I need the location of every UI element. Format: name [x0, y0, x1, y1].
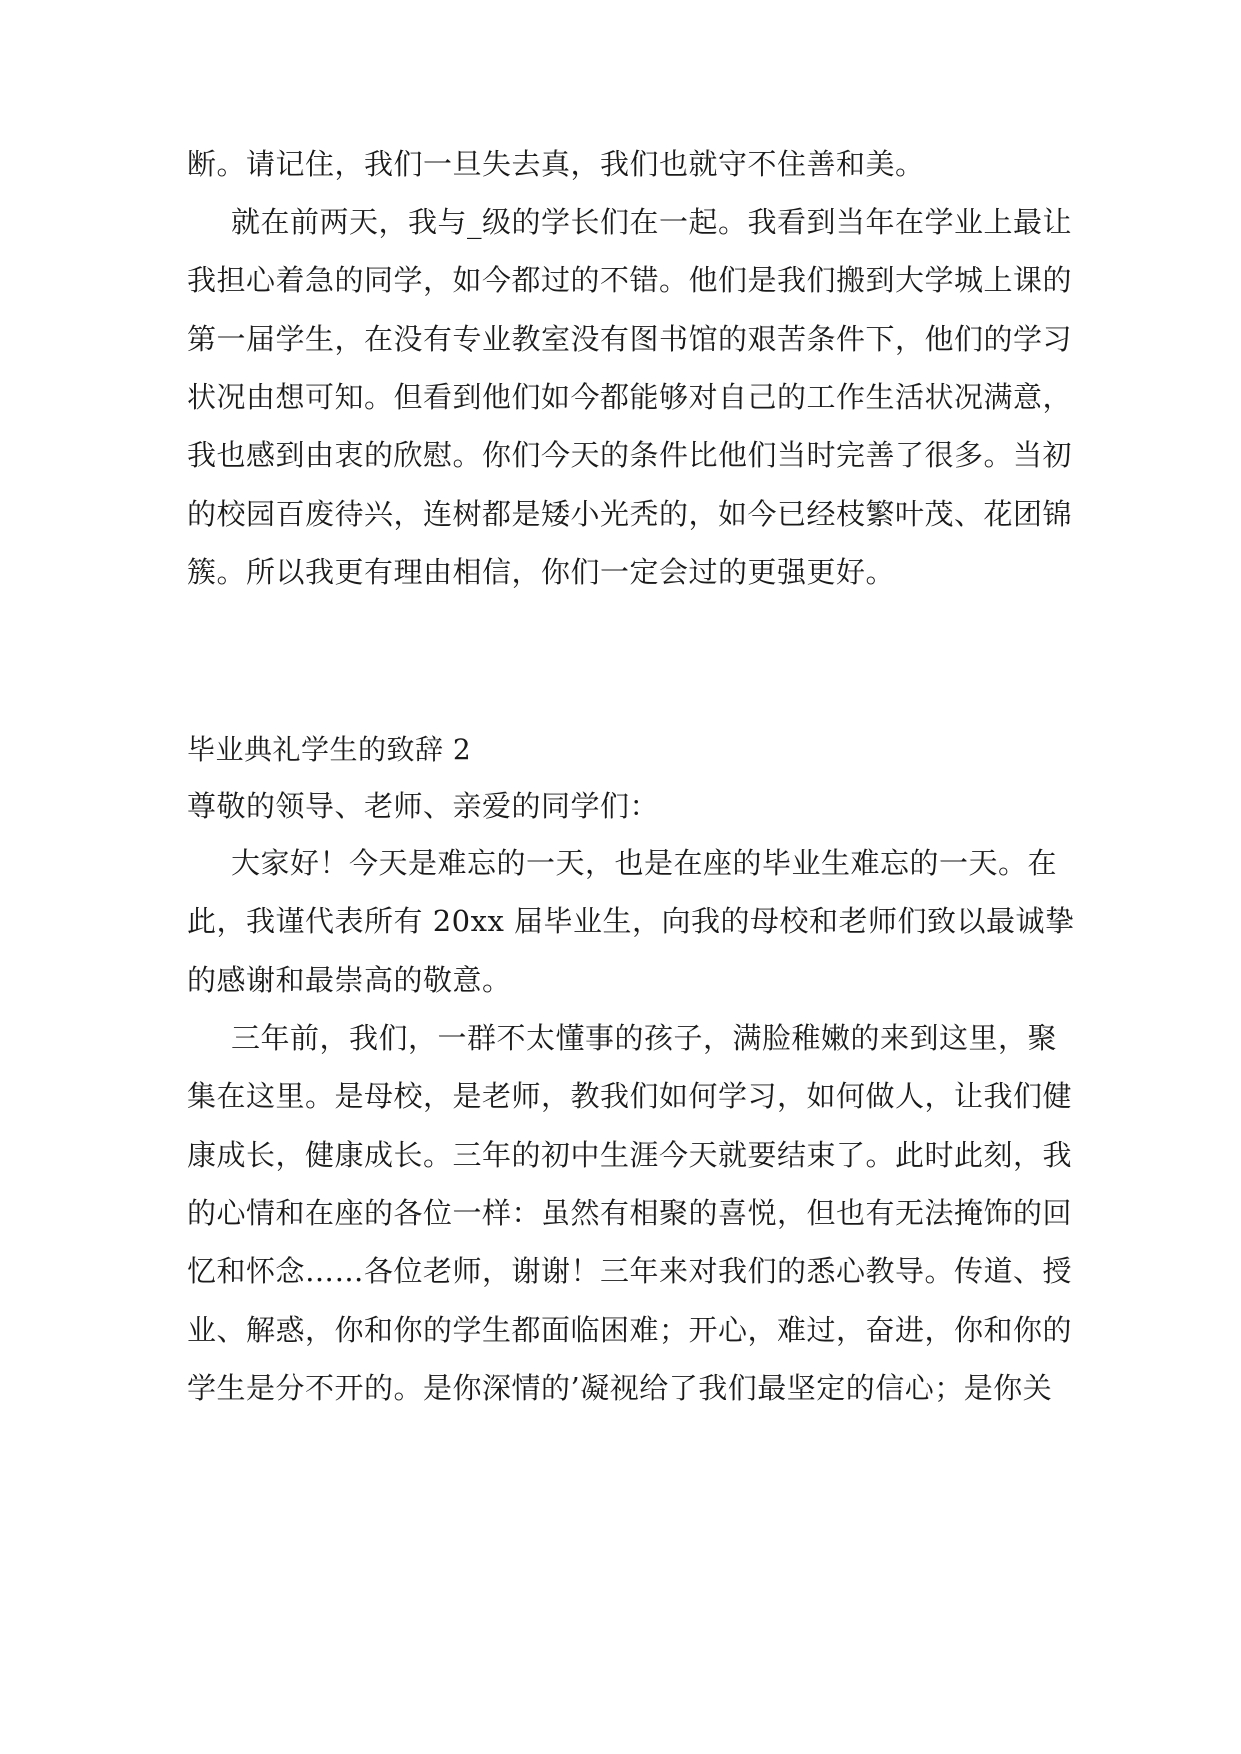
paragraph-line: 大家好！今天是难忘的一天，也是在座的毕业生难忘的一天。在	[231, 846, 1058, 880]
paragraph-line: 就在前两天，我与_级的学长们在一起。我看到当年在学业上最让	[231, 205, 1073, 239]
paragraph-line: 业、解惑，你和你的学生都面临困难；开心，难过，奋进，你和你的	[187, 1313, 1073, 1347]
paragraph-line: 的校园百废待兴，连树都是矮小光秃的，如今已经枝繁叶茂、花团锦	[187, 497, 1073, 531]
paragraph-line: 忆和怀念……各位老师，谢谢！三年来对我们的悉心教导。传道、授	[187, 1254, 1073, 1288]
paragraph-line: 学生是分不开的。是你深情的’凝视给了我们最坚定的信心；是你关	[187, 1371, 1053, 1405]
paragraph-line: 我担心着急的同学，如今都过的不错。他们是我们搬到大学城上课的	[187, 263, 1073, 297]
paragraph-line: 的心情和在座的各位一样：虽然有相聚的喜悦，但也有无法掩饰的回	[187, 1196, 1073, 1230]
paragraph-line: 状况由想可知。但看到他们如今都能够对自己的工作生活状况满意，	[187, 380, 1073, 414]
paragraph-line: 康成长，健康成长。三年的初中生涯今天就要结束了。此时此刻，我	[187, 1138, 1073, 1172]
paragraph-line: 第一届学生，在没有专业教室没有图书馆的艰苦条件下，他们的学习	[187, 322, 1073, 356]
paragraph-line: 三年前，我们，一群不太懂事的孩子，满脸稚嫩的来到这里，聚	[231, 1021, 1058, 1055]
section-title: 毕业典礼学生的致辞 2	[187, 733, 472, 766]
paragraph-line: 的感谢和最崇高的敬意。	[187, 963, 512, 997]
salutation: 尊敬的领导、老师、亲爱的同学们：	[187, 789, 660, 823]
paragraph-line: 集在这里。是母校，是老师，教我们如何学习，如何做人，让我们健	[187, 1079, 1073, 1113]
paragraph-line: 断。请记住，我们一旦失去真，我们也就守不住善和美。	[187, 147, 925, 181]
paragraph-line: 簇。所以我更有理由相信，你们一定会过的更强更好。	[187, 555, 896, 589]
paragraph-line: 我也感到由衷的欣慰。你们今天的条件比他们当时完善了很多。当初	[187, 438, 1073, 472]
paragraph-line: 此，我谨代表所有 20xx 届毕业生，向我的母校和老师们致以最诚挚	[187, 904, 1075, 938]
